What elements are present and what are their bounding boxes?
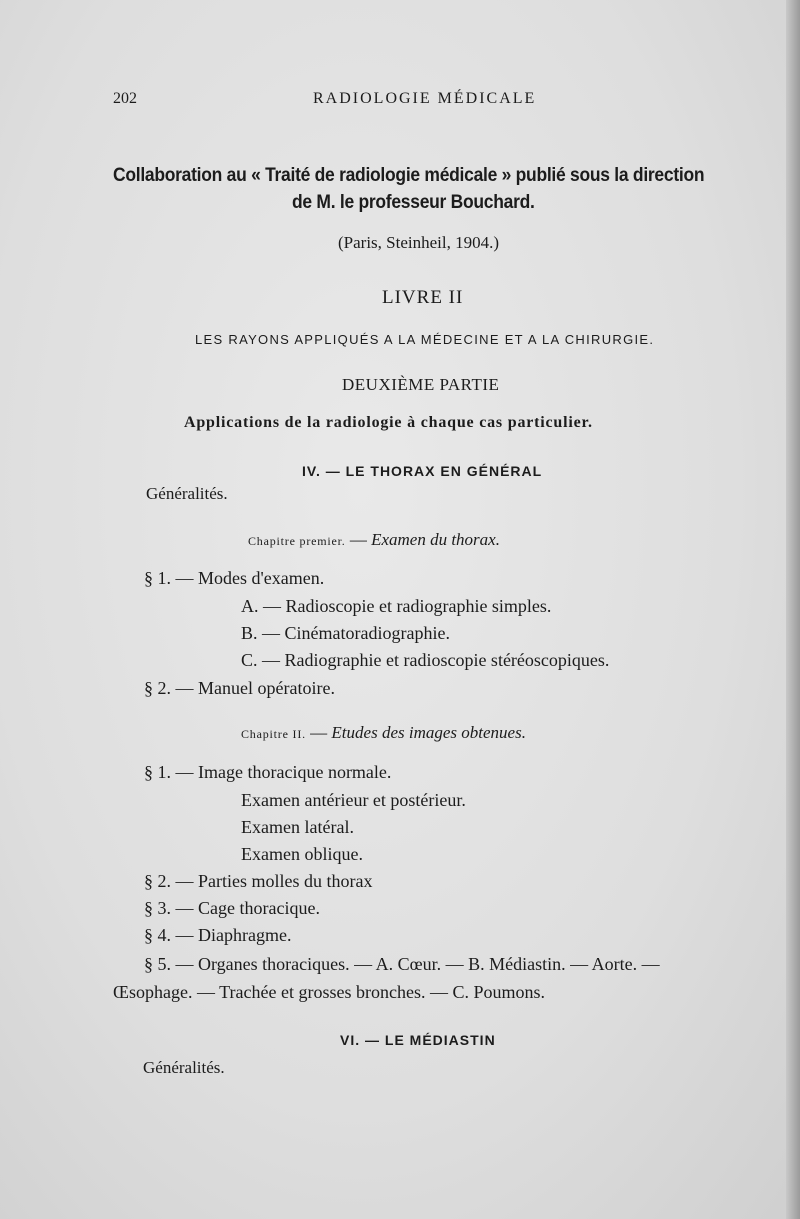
- list-item: § 1. — Modes d'examen.: [144, 568, 325, 588]
- list-item: B. — Cinématoradiographie.: [241, 623, 450, 643]
- list-item: § 1. — Image thoracique normale.: [144, 762, 392, 782]
- list-item: § 2. — Parties molles du thorax: [144, 871, 373, 891]
- section-vi-heading: VI. — LE MÉDIASTIN: [340, 1032, 496, 1048]
- section-iv-heading: IV. — LE THORAX EN GÉNÉRAL: [302, 463, 543, 479]
- list-item: Examen antérieur et postérieur.: [241, 790, 466, 810]
- chapter-1-heading: [248, 530, 500, 550]
- chapter-2-dash: —: [305, 723, 332, 742]
- list-item: § 3. — Cage thoracique.: [144, 898, 320, 918]
- livre-heading: LIVRE II: [382, 287, 464, 308]
- generalites-iv: Généralités.: [146, 484, 228, 503]
- chapter-2-title: Etudes des images obtenues.: [331, 723, 526, 742]
- list-item: Examen latéral.: [241, 817, 354, 837]
- livre-subtitle: LES RAYONS APPLIQUÉS A LA MÉDECINE ET A LA CHIRURGIE.: [195, 332, 655, 347]
- list-item: C. — Radiographie et radioscopie stéréoscopiques.: [241, 650, 610, 670]
- collaboration-line-2: de M. le professeur Bouchard.: [292, 192, 535, 213]
- list-item: Examen oblique.: [241, 844, 363, 864]
- chapter-1-dash: —: [345, 530, 372, 549]
- page-number: 202: [113, 90, 137, 107]
- chapter-1-label: Chapitre premier.: [248, 534, 346, 548]
- partie-heading: DEUXIÈME PARTIE: [342, 375, 500, 394]
- chapter-2-label: Chapitre II.: [241, 727, 306, 741]
- list-item: Œsophage. — Trachée et grosses bronches. — C. Poumons.: [113, 982, 545, 1002]
- page-edge-shadow: [786, 0, 800, 1219]
- applications-heading: Applications de la radiologie à chaque cas particulier.: [184, 414, 593, 431]
- generalites-vi: Généralités.: [143, 1058, 225, 1077]
- chapter-1-title: Examen du thorax.: [371, 530, 500, 549]
- chapter-2-heading: [241, 723, 526, 743]
- list-item: § 5. — Organes thoraciques. — A. Cœur. — B. Médiastin. — Aorte. —: [144, 954, 660, 974]
- list-item: § 4. — Diaphragme.: [144, 925, 292, 945]
- collaboration-line-1: Collaboration au « Traité de radiologie médicale » publié sous la direction: [113, 165, 705, 186]
- list-item: A. — Radioscopie et radiographie simples.: [241, 596, 552, 616]
- list-item: § 2. — Manuel opératoire.: [144, 678, 335, 698]
- running-title: RADIOLOGIE MÉDICALE: [313, 90, 537, 107]
- publisher-info: (Paris, Steinheil, 1904.): [338, 233, 500, 252]
